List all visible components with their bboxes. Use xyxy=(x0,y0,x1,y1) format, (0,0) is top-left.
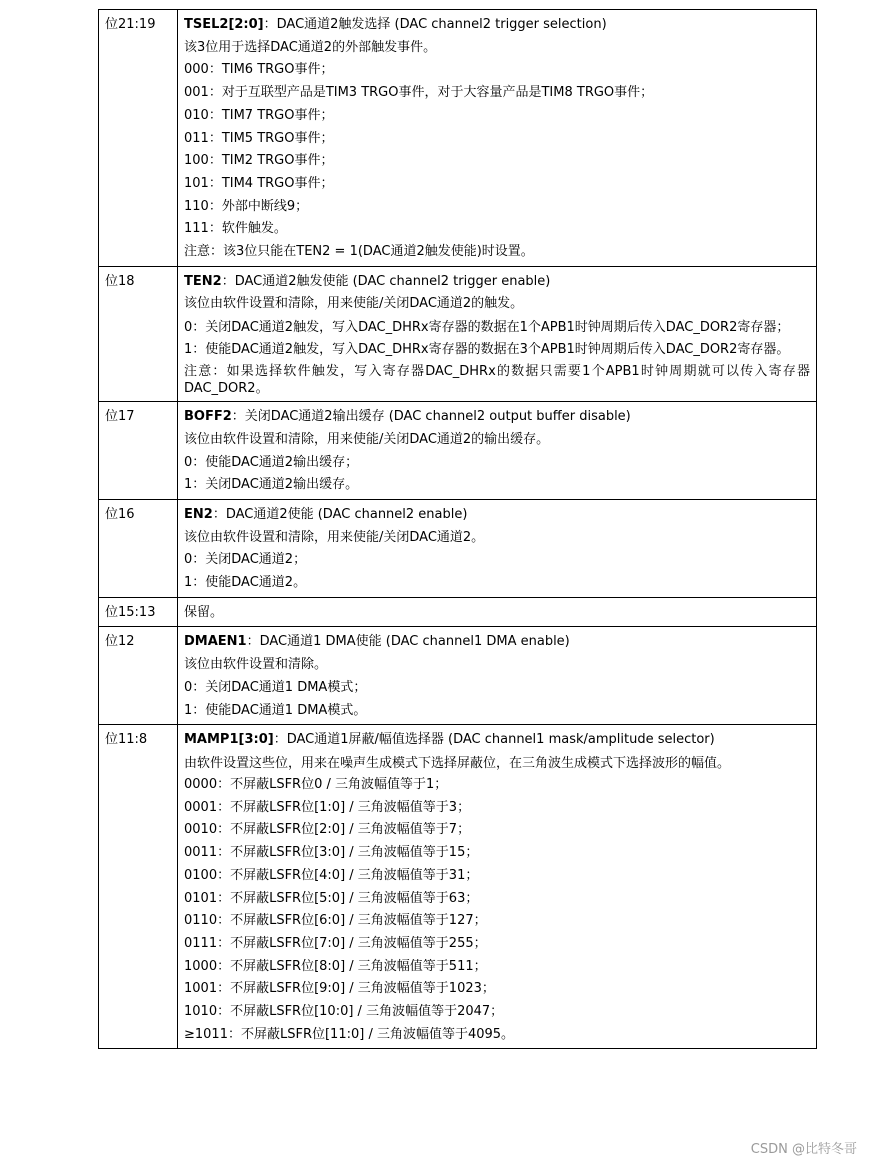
description-line: 0：关闭DAC通道1 DMA模式； xyxy=(184,679,367,695)
field-description xyxy=(178,627,817,725)
field-heading xyxy=(184,504,810,527)
description-line: 该位由软件设置和清除，用来使能/关闭DAC通道2的输出缓存。 xyxy=(184,431,550,447)
bit-range: 位17 xyxy=(99,402,178,500)
field-title: ：DAC通道1 DMA使能 (DAC channel1 DMA enable) xyxy=(246,634,570,650)
bit-range: 位11:8 xyxy=(99,725,178,1049)
table-row xyxy=(99,725,817,1049)
description-line: 0：关闭DAC通道2； xyxy=(184,552,307,568)
table-row xyxy=(99,266,817,401)
table-row xyxy=(99,627,817,725)
field-name: TEN2 xyxy=(184,273,222,289)
description-line: 该位由软件设置和清除。 xyxy=(184,657,328,673)
table-row xyxy=(99,597,817,627)
watermark: CSDN @比特冬哥 xyxy=(750,1142,857,1157)
field-name: MAMP1[3:0] xyxy=(184,732,274,748)
description-line: 000：TIM6 TRGO事件； xyxy=(184,62,334,78)
field-description xyxy=(178,725,817,1049)
field-heading xyxy=(184,729,810,752)
description-line: ≥1011：不屏蔽LSFR位[11:0] / 三角波幅值等于4095。 xyxy=(184,1026,515,1042)
description-line: 010：TIM7 TRGO事件； xyxy=(184,107,334,123)
description-line: 由软件设置这些位，用来在噪声生成模式下选择屏蔽位，在三角波生成模式下选择波形的幅值。 xyxy=(184,755,731,771)
field-title: ：DAC通道1屏蔽/幅值选择器 (DAC channel1 mask/amplitude selector) xyxy=(273,732,715,748)
description-line: 该位由软件设置和清除，用来使能/关闭DAC通道2的触发。 xyxy=(184,296,524,312)
description-line: 1010：不屏蔽LSFR位[10:0] / 三角波幅值等于2047； xyxy=(184,1004,504,1020)
field-name: EN2 xyxy=(184,506,213,522)
description-line: 1001：不屏蔽LSFR位[9:0] / 三角波幅值等于1023； xyxy=(184,981,495,997)
description-line: 1000：不屏蔽LSFR位[8:0] / 三角波幅值等于511； xyxy=(184,958,487,974)
description-line: 0110：不屏蔽LSFR位[6:0] / 三角波幅值等于127； xyxy=(184,913,487,929)
field-description xyxy=(178,10,817,267)
note-line: 注意：该3位只能在TEN2 = 1(DAC通道2触发使能)时设置。 xyxy=(184,244,534,260)
field-description xyxy=(178,597,817,627)
field-description xyxy=(178,402,817,500)
description-line: 0：使能DAC通道2输出缓存； xyxy=(184,454,359,470)
description-line: 1：关闭DAC通道2输出缓存。 xyxy=(184,477,359,493)
field-name: TSEL2[2:0] xyxy=(184,17,264,32)
bit-range: 位15:13 xyxy=(99,597,178,627)
description-line: 0011：不屏蔽LSFR位[3:0] / 三角波幅值等于15； xyxy=(184,845,479,861)
description-line: 0000：不屏蔽LSFR位0 / 三角波幅值等于1； xyxy=(184,776,448,792)
table-row xyxy=(99,10,817,267)
description-line: 101：TIM4 TRGO事件； xyxy=(184,175,334,191)
bit-range: 位18 xyxy=(99,266,178,401)
field-heading xyxy=(184,14,810,37)
table-row xyxy=(99,499,817,597)
description-line: 1：使能DAC通道2触发，写入DAC_DHRx寄存器的数据在3个APB1时钟周期后传入DAC_DOR2寄存器。 xyxy=(184,342,790,358)
description-line: 111：软件触发。 xyxy=(184,221,287,237)
description-line: 0101：不屏蔽LSFR位[5:0] / 三角波幅值等于63； xyxy=(184,890,479,906)
field-description xyxy=(178,499,817,597)
description-line: 该位由软件设置和清除，用来使能/关闭DAC通道2。 xyxy=(184,529,485,545)
description-line: 011：TIM5 TRGO事件； xyxy=(184,130,334,146)
field-name: DMAEN1 xyxy=(184,634,247,650)
description-line: 0010：不屏蔽LSFR位[2:0] / 三角波幅值等于7； xyxy=(184,822,471,838)
description-line: 001：对于互联型产品是TIM3 TRGO事件，对于大容量产品是TIM8 TRGO事件； xyxy=(184,85,654,101)
bit-range: 位16 xyxy=(99,499,178,597)
field-name: BOFF2 xyxy=(184,409,232,425)
field-title: ：DAC通道2触发使能 (DAC channel2 trigger enable) xyxy=(221,273,551,289)
note-line: 注意：如果选择软件触发，写入寄存器DAC_DHRx的数据只需要1个APB1时钟周期就可以传入寄存器DAC_DOR2。 xyxy=(184,364,810,397)
description-line: 该3位用于选择DAC通道2的外部触发事件。 xyxy=(184,39,437,55)
register-bit-table xyxy=(98,9,817,1049)
field-heading xyxy=(184,631,810,654)
description-line: 1：使能DAC通道2。 xyxy=(184,575,307,591)
bit-range: 位21:19 xyxy=(99,10,178,267)
field-title: ：关闭DAC通道2输出缓存 (DAC channel2 output buffer disable) xyxy=(231,409,631,425)
description-line: 100：TIM2 TRGO事件； xyxy=(184,153,334,169)
description-line: 0111：不屏蔽LSFR位[7:0] / 三角波幅值等于255； xyxy=(184,935,487,951)
reserved-text: 保留。 xyxy=(184,604,224,620)
bit-range: 位12 xyxy=(99,627,178,725)
description-line: 1：使能DAC通道1 DMA模式。 xyxy=(184,702,367,718)
field-description xyxy=(178,266,817,401)
field-heading xyxy=(184,406,810,429)
field-title: ：DAC通道2触发选择 (DAC channel2 trigger selection) xyxy=(263,17,607,32)
table-row xyxy=(99,402,817,500)
description-line: 0：关闭DAC通道2触发，写入DAC_DHRx寄存器的数据在1个APB1时钟周期后传入DAC_DOR2寄存器； xyxy=(184,320,790,336)
field-heading xyxy=(184,271,810,294)
field-title: ：DAC通道2使能 (DAC channel2 enable) xyxy=(212,506,468,522)
description-line: 0100：不屏蔽LSFR位[4:0] / 三角波幅值等于31； xyxy=(184,867,479,883)
description-line: 110：外部中断线9； xyxy=(184,198,309,214)
description-line: 0001：不屏蔽LSFR位[1:0] / 三角波幅值等于3； xyxy=(184,799,471,815)
